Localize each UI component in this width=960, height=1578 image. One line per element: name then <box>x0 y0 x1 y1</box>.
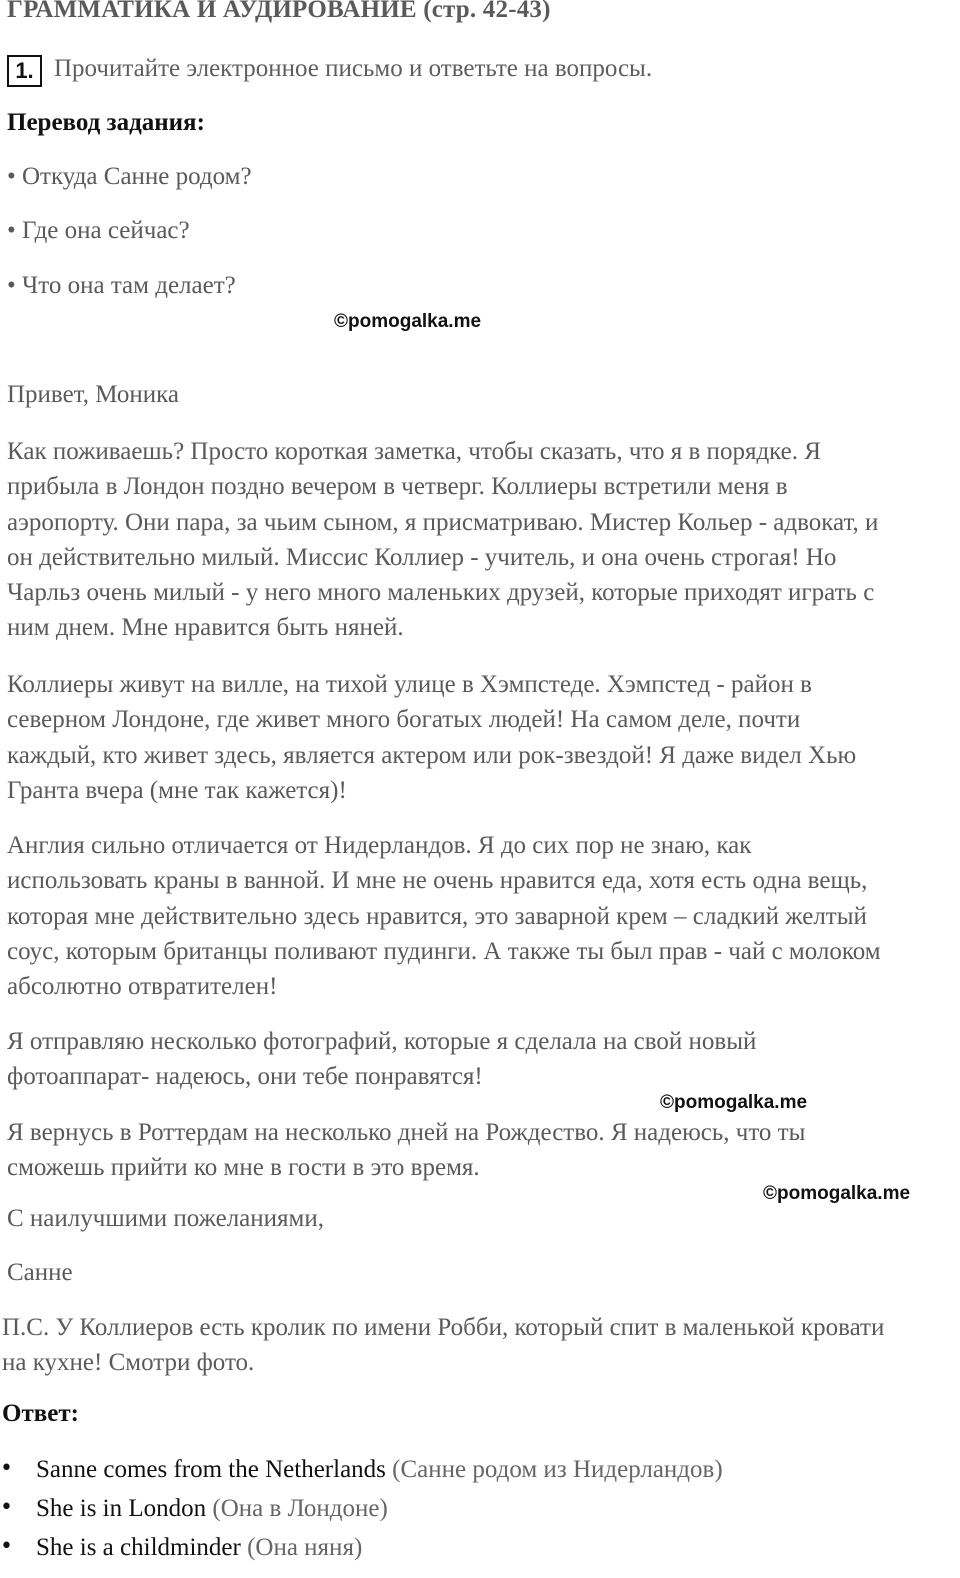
answer-english: Sanne comes from the Netherlands <box>36 1456 386 1483</box>
letter-line: сможешь прийти ко мне в гости в это время. <box>7 1154 480 1182</box>
letter-line: каждый, кто живет здесь, является актером или рок-звездой! Я даже видел Хью <box>7 741 857 769</box>
letter-line: которая мне действительно здесь нравится, это заварной крем – сладкий желтый <box>7 902 867 930</box>
watermark: ©pomogalka.me <box>334 311 482 332</box>
letter-paragraph-3 <box>7 828 957 1004</box>
letter-line: Чарльз очень милый - у него много маленьких друзей, которые приходят играть с <box>7 579 875 607</box>
answer-english: She is in London <box>36 1495 207 1522</box>
letter-line: прибыла в Лондон поздно вечером в четверг. Коллиеры встретили меня в <box>7 473 788 501</box>
letter-paragraph-1 <box>7 434 957 646</box>
letter-line: фотоаппарат- надеюсь, они тебе понравятся! <box>7 1063 483 1091</box>
letter-line: Коллиеры живут на вилле, на тихой улице в Хэмпстеде. Хэмпстед - район в <box>7 671 812 698</box>
question-item: • Где она сейчас? <box>7 217 190 244</box>
letter-line: Гранта вчера (мне так кажется)! <box>7 776 347 804</box>
letter-signature: Санне <box>7 1259 73 1286</box>
letter-line: Англия сильно отличается от Нидерландов. Я до сих пор не знаю, как <box>7 832 752 859</box>
bullet-icon: • <box>0 1456 13 1481</box>
watermark: ©pomogalka.me <box>660 1092 808 1113</box>
letter-line: П.С. У Коллиеров есть кролик по имени Робби, который спит в маленькой кровати <box>2 1314 885 1341</box>
letter-greeting: Привет, Моника <box>7 381 179 408</box>
letter-line: Я вернусь в Роттердам на несколько дней на Рождество. Я надеюсь, что ты <box>7 1119 806 1146</box>
letter-closing: С наилучшими пожеланиями, <box>7 1205 324 1232</box>
letter-line: соус, которым британцы поливают пудинги. А также ты был прав - чай с молоком <box>7 937 881 965</box>
task-instruction: Прочитайте электронное письмо и ответьте на вопросы. <box>54 55 653 82</box>
watermark: ©pomogalka.me <box>763 1183 911 1204</box>
letter-line: Я отправляю несколько фотографий, которые я сделала на свой новый <box>7 1028 757 1055</box>
answer-english: She is a childminder <box>36 1534 241 1561</box>
letter-paragraph-4 <box>7 1024 957 1095</box>
answer-russian: (Она в Лондоне) <box>206 1495 388 1522</box>
translation-heading: Перевод задания: <box>7 109 205 136</box>
letter-line: Как поживаешь? Просто короткая заметка, чтобы сказать, что я в порядке. Я <box>7 438 821 465</box>
page-title: ГРАММАТИКА И АУДИРОВАНИЕ (стр. 42-43) <box>7 0 551 23</box>
letter-line: на кухне! Смотри фото. <box>2 1349 255 1377</box>
question-item: • Откуда Санне родом? <box>7 163 252 190</box>
letter-paragraph-2 <box>7 667 957 808</box>
letter-paragraph-5 <box>7 1115 957 1186</box>
question-item: • Что она там делает? <box>7 272 236 299</box>
bullet-icon: • <box>0 1495 13 1520</box>
letter-line: абсолютно отвратителен! <box>7 973 278 1001</box>
letter-line: он действительно милый. Миссис Коллиер - учитель, и она очень строгая! Но <box>7 543 837 571</box>
task-number-badge: 1. <box>7 55 42 87</box>
answer-russian: (Санне родом из Нидерландов) <box>385 1456 723 1483</box>
letter-postscript <box>2 1310 952 1381</box>
letter-line: ним днем. Мне нравится быть няней. <box>7 614 404 642</box>
letter-line: северном Лондоне, где живет много богатых людей! На самом деле, почти <box>7 706 801 734</box>
answer-heading: Ответ: <box>2 1400 79 1427</box>
letter-line: аэропорту. Они пара, за чьим сыном, я присматриваю. Мистер Кольер - адвокат, и <box>7 508 879 536</box>
letter-line: использовать краны в ванной. И мне не очень нравится еда, хотя есть одна вещь, <box>7 867 868 895</box>
bullet-icon: • <box>0 1534 13 1559</box>
answer-russian: (Она няня) <box>240 1534 363 1561</box>
